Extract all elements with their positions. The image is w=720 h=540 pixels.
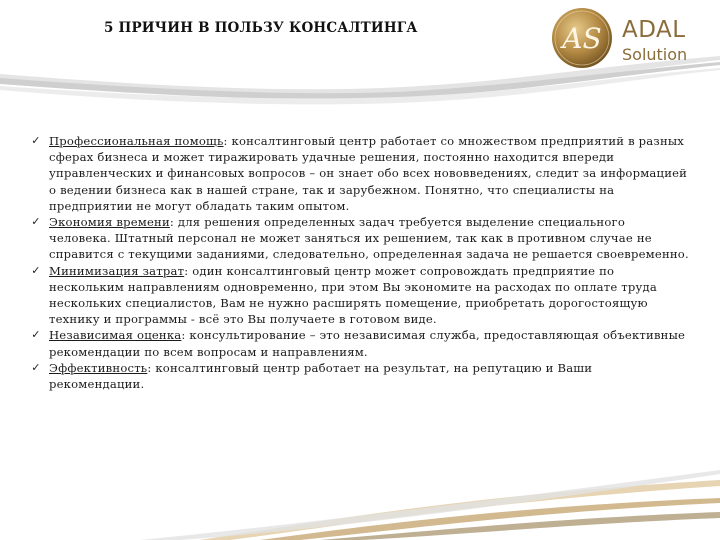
reason-term: Экономия времени: [49, 215, 170, 230]
reason-text: : для решения определенных задач требуется выделение специального человека. Штатный персонал не может заняться их решением, так как в противном случае не справится с текущими заданиями, следовательно, определенная задача не решается своевременно.: [49, 215, 689, 262]
reason-term: Эффективность: [49, 360, 148, 375]
logo-subtitle: Solution: [622, 45, 688, 64]
checkmark-icon: ✓: [31, 263, 41, 277]
reason-text: : консалтинговый центр работает на результат, на репутацию и Ваши рекомендации.: [49, 360, 593, 392]
company-logo: [548, 4, 718, 72]
slide-title: 5 ПРИЧИН В ПОЛЬЗУ КОНСАЛТИНГА: [104, 20, 418, 36]
reason-item: [30, 263, 690, 328]
logo-name: ADAL: [622, 17, 686, 43]
bottom-wave-decoration: [0, 440, 720, 540]
logo-monogram-icon: [550, 6, 614, 70]
checkmark-icon: ✓: [31, 328, 41, 342]
reason-term: Минимизация затрат: [49, 263, 185, 278]
reason-text: : один консалтинговый центр может сопровождать предприятие по нескольким направлениям одновременно, при этом Вы экономите на расходах по оплате труда нескольких специалистов, Вам не нужно расширять помещение, приобретать дорогостоящую технику и программы - всё это Вы получаете в готовом виде.: [49, 263, 658, 327]
reason-item: [30, 327, 690, 359]
reason-term: Профессиональная помощь: [49, 134, 224, 148]
reasons-list-container: [30, 133, 690, 392]
reason-term: Независимая оценка: [49, 328, 182, 343]
reason-item: [30, 214, 690, 263]
reason-item: [30, 133, 690, 214]
checkmark-icon: ✓: [31, 215, 41, 229]
checkmark-icon: ✓: [31, 134, 41, 147]
reason-text: : консалтинговый центр работает со множеством предприятий в разных сферах бизнеса и может тиражировать удачные решения, постоянно находится впереди управленческих и финансовых вопросов – он знает обо всех нововведениях, следит за информацией о ведении бизнеса как в нашей стране, так и зарубежном. Понятно, что специалисты на предприятии не могут обладать таким опытом.: [49, 134, 688, 213]
reason-item: [30, 360, 690, 392]
checkmark-icon: ✓: [31, 360, 41, 374]
reason-text: : консультирование – это независимая служба, предоставляющая объективные рекомендации по всем вопросам и направлениям.: [49, 328, 686, 359]
reasons-list: [30, 133, 690, 392]
svg-text:AS: AS: [562, 22, 602, 55]
